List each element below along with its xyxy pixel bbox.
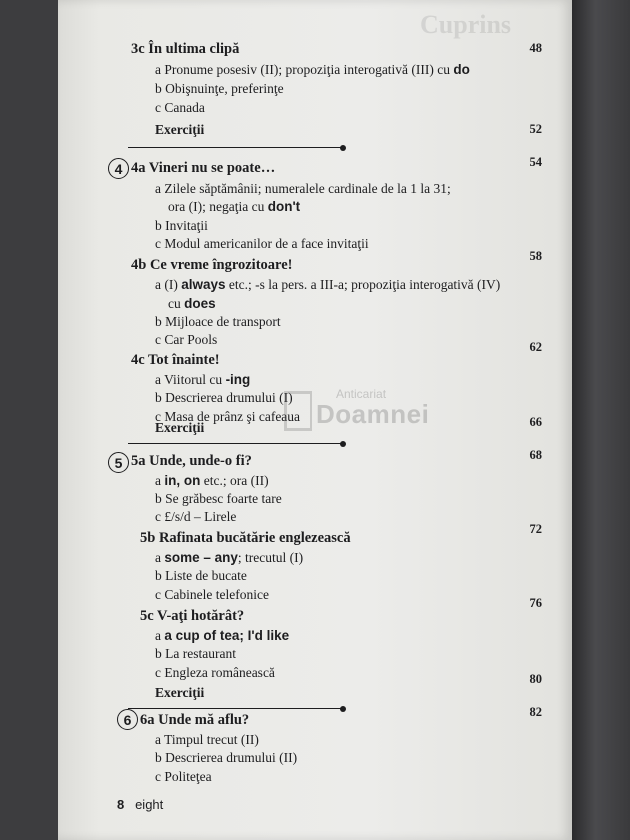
unit-6-badge: 6	[117, 709, 138, 730]
keyword: does	[184, 296, 216, 311]
lesson-5b-item-b: b Liste de bucate	[155, 568, 247, 583]
exercises-4-page: 66	[529, 415, 542, 429]
lesson-3c-page: 48	[529, 41, 542, 55]
lesson-4b-item-b: b Mijloace de transport	[155, 314, 281, 329]
rule-dot	[340, 145, 346, 151]
page-footer	[117, 797, 163, 812]
page-number: 8	[117, 797, 125, 812]
unit-4-badge: 4	[108, 158, 129, 179]
lesson-4a-item-a-line2: ora (I); negaţia cu don't	[168, 199, 301, 214]
exercises-3-page: 52	[529, 122, 542, 136]
lesson-4a-page: 54	[529, 155, 542, 169]
lesson-4b-item-a-line1: a (I) always etc.; -s la pers. a III-a; propoziţia interogativă (IV)	[155, 277, 501, 292]
lesson-5c-item-b: b La restaurant	[155, 646, 236, 661]
lesson-6a-item-c: c Politeţea	[155, 769, 212, 784]
lesson-3c-item-a: a Pronume posesiv (II); propoziţia interogativă (III) cu do	[155, 62, 470, 77]
exercises-5-page: 80	[529, 672, 542, 686]
lesson-4b-page: 58	[529, 249, 542, 263]
section-rule	[128, 708, 343, 709]
lesson-5c-item-a: a a cup of tea; I'd like	[155, 628, 290, 643]
section-rule	[128, 443, 343, 444]
keyword: always	[181, 277, 226, 292]
lesson-5c-item-c: c Engleza românească	[155, 665, 275, 680]
lesson-4a-item-a-line1: a Zilele săptămânii; numeralele cardinale de la 1 la 31;	[155, 181, 451, 196]
lesson-5b-page: 72	[529, 522, 542, 536]
lesson-5b-item-c: c Cabinele telefonice	[155, 587, 269, 602]
watermark-logo	[284, 391, 312, 431]
rule-dot	[340, 706, 346, 712]
page-word: eight	[135, 797, 164, 812]
exercises-4-label: Exerciţii	[155, 420, 205, 435]
rule-dot	[340, 441, 346, 447]
lesson-3c-item-c: c Canada	[155, 100, 205, 115]
lesson-5c-page: 76	[529, 596, 542, 610]
lesson-5a-page: 68	[529, 448, 542, 462]
keyword: some – any	[164, 550, 238, 565]
lesson-3c-item-b: b Obişnuinţe, preferinţe	[155, 81, 284, 96]
lesson-4c-page: 62	[529, 340, 542, 354]
exercises-3-label: Exerciţii	[155, 122, 205, 137]
section-rule	[128, 147, 343, 148]
book-edge	[572, 0, 630, 840]
keyword: a cup of tea; I'd like	[164, 628, 290, 643]
keyword: in, on	[164, 473, 201, 488]
lesson-5a-item-a: a in, on etc.; ora (II)	[155, 473, 269, 488]
keyword: don't	[267, 199, 301, 214]
lesson-4a-title: 4a Vineri nu se poate…	[131, 160, 276, 176]
lesson-5a-item-b: b Se grăbesc foarte tare	[155, 491, 282, 506]
keyword: do	[453, 62, 470, 77]
lesson-6a-item-b: b Descrierea drumului (II)	[155, 750, 298, 765]
lesson-4b-item-a-line2: cu does	[168, 296, 216, 311]
lesson-4a-item-c: c Modul americanilor de a face invitaţii	[155, 236, 369, 251]
lesson-4b-item-c: c Car Pools	[155, 332, 218, 347]
keyword: -ing	[225, 372, 251, 387]
lesson-4c-title: 4c Tot înainte!	[131, 352, 220, 368]
watermark-small-text: Anticariat	[336, 387, 387, 401]
lesson-6a-page: 82	[529, 705, 542, 719]
lesson-4c-item-c: c Masa de prânz şi cafeaua	[155, 409, 301, 424]
lesson-4a-item-b: b Invitaţii	[155, 218, 208, 233]
bleed-through-text: Cuprins	[420, 10, 512, 39]
lesson-5c-title: 5c V-aţi hotărât?	[140, 608, 245, 624]
lesson-5a-title: 5a Unde, unde-o fi?	[131, 453, 252, 469]
lesson-5a-item-c: c £/s/d – Lirele	[155, 509, 237, 524]
watermark-big-text: Doamnei	[316, 399, 430, 429]
exercises-5-label: Exerciţii	[155, 685, 205, 700]
watermark	[284, 387, 434, 439]
lesson-6a-title: 6a Unde mă aflu?	[140, 712, 250, 728]
lesson-5b-title: 5b Rafinata bucătărie englezească	[140, 530, 351, 546]
lesson-4b-title: 4b Ce vreme îngrozitoare!	[131, 257, 293, 273]
lesson-4c-item-a: a Viitorul cu -ing	[155, 372, 251, 387]
unit-5-badge: 5	[108, 452, 129, 473]
lesson-3c-title: 3c În ultima clipă	[131, 41, 240, 57]
lesson-6a-item-a: a Timpul trecut (II)	[155, 732, 259, 747]
lesson-5b-item-a: a some – any; trecutul (I)	[155, 550, 304, 565]
lesson-4c-item-b: b Descrierea drumului (I)	[155, 390, 293, 405]
